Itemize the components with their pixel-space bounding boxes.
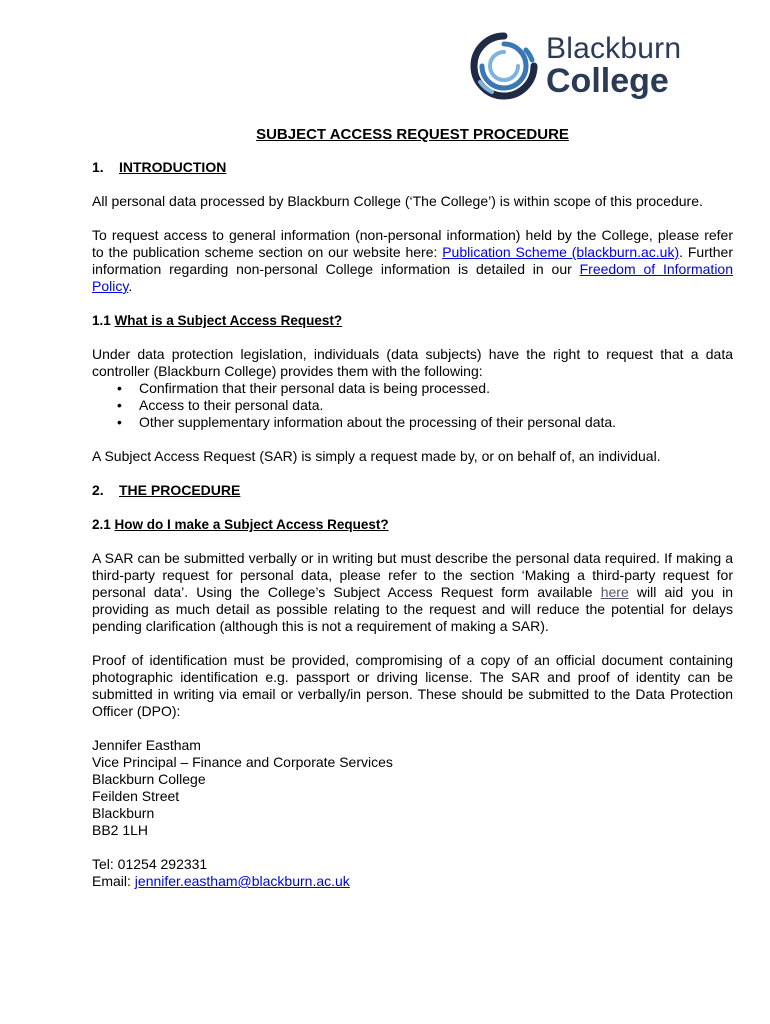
blackburn-college-logo xyxy=(468,28,708,104)
document-body xyxy=(92,126,733,907)
subsection-title: What is a Subject Access Request? xyxy=(114,313,343,328)
document-title: SUBJECT ACCESS REQUEST PROCEDURE xyxy=(256,126,569,143)
contact-name: Jennifer Eastham xyxy=(92,737,201,753)
sar-rights-paragraph: Under data protection legislation, individuals (data subjects) have the right to request that a data controller (Blackburn College) provides them with the following: xyxy=(92,346,733,379)
logo-line-college: College xyxy=(546,62,669,100)
intro-paragraph-scope: All personal data processed by Blackburn College (‘The College’) is within scope of this procedure. xyxy=(92,193,703,209)
dpo-address-block xyxy=(92,737,733,839)
freedom-of-information-policy-link[interactable]: Freedom of Information Policy xyxy=(92,261,733,294)
text-run: . xyxy=(128,278,133,294)
logo-wordmark xyxy=(546,34,681,98)
intro-paragraph-general-info xyxy=(92,227,733,295)
logo-line-blackburn: Blackburn xyxy=(546,32,682,65)
sar-form-here-link[interactable]: here xyxy=(600,584,629,600)
list-item: • Other supplementary information about the processing of their personal data. xyxy=(139,414,733,431)
email-label: Email: xyxy=(92,873,135,889)
text-run: . Further information regarding non-personal College information is detailed in our xyxy=(92,244,733,277)
college-logo-icon xyxy=(468,30,540,102)
section-number: 2. xyxy=(92,482,104,498)
section-title: THE PROCEDURE xyxy=(119,482,241,498)
sar-rights-list xyxy=(92,380,733,431)
proof-of-identification-paragraph: Proof of identification must be provided, compromising of a copy of an official document containing photographic identification e.g. passport or driving license. The SAR and proof of identity can be submitted in writing via email or verbally/in person. These should be submitted to the Data Protection Officer (DPO): xyxy=(92,652,733,719)
subsection-number: 1.1 xyxy=(92,313,111,328)
section-heading-introduction xyxy=(92,159,733,176)
contact-telephone: Tel: 01254 292331 xyxy=(92,856,208,872)
subsection-title: How do I make a Subject Access Request? xyxy=(114,517,389,532)
contact-role: Vice Principal – Finance and Corporate Services xyxy=(92,754,393,770)
subsection-number: 2.1 xyxy=(92,517,111,532)
contact-postcode: BB2 1LH xyxy=(92,822,149,838)
contact-email-line xyxy=(92,873,733,890)
contact-organisation: Blackburn College xyxy=(92,771,206,787)
text-run: will aid you in providing as much detail as possible relating to the request and will reduce the potential for delays pending clarification (although this is not a requirement of making a SAR). xyxy=(92,584,734,634)
subsection-heading-what-is-sar xyxy=(92,312,733,329)
section-title: INTRODUCTION xyxy=(119,159,227,175)
subsection-heading-how-to-make-sar xyxy=(92,516,733,533)
list-item: • Access to their personal data. xyxy=(139,397,733,414)
contact-street: Feilden Street xyxy=(92,788,180,804)
publication-scheme-link[interactable]: Publication Scheme (blackburn.ac.uk) xyxy=(442,244,680,260)
dpo-email-link[interactable]: jennifer.eastham@blackburn.ac.uk xyxy=(134,873,350,889)
sar-submission-paragraph xyxy=(92,550,733,635)
contact-town: Blackburn xyxy=(92,805,155,821)
text-run: A SAR can be submitted verbally or in writing but must describe the personal data required. If making a third-party request for personal data, please refer to the section ‘Making a third-party request for personal data’. Using the College’s Subject Access Request form available xyxy=(92,550,733,600)
text-run: To request access to general information (non-personal information) held by the College, please refer to the publication scheme section on our website here: xyxy=(92,227,733,260)
dpo-contact-details xyxy=(92,856,733,890)
section-heading-procedure xyxy=(92,482,733,499)
section-number: 1. xyxy=(92,159,104,175)
list-item: • Confirmation that their personal data is being processed. xyxy=(139,380,733,397)
sar-definition-paragraph: A Subject Access Request (SAR) is simply a request made by, or on behalf of, an individual. xyxy=(92,448,661,464)
